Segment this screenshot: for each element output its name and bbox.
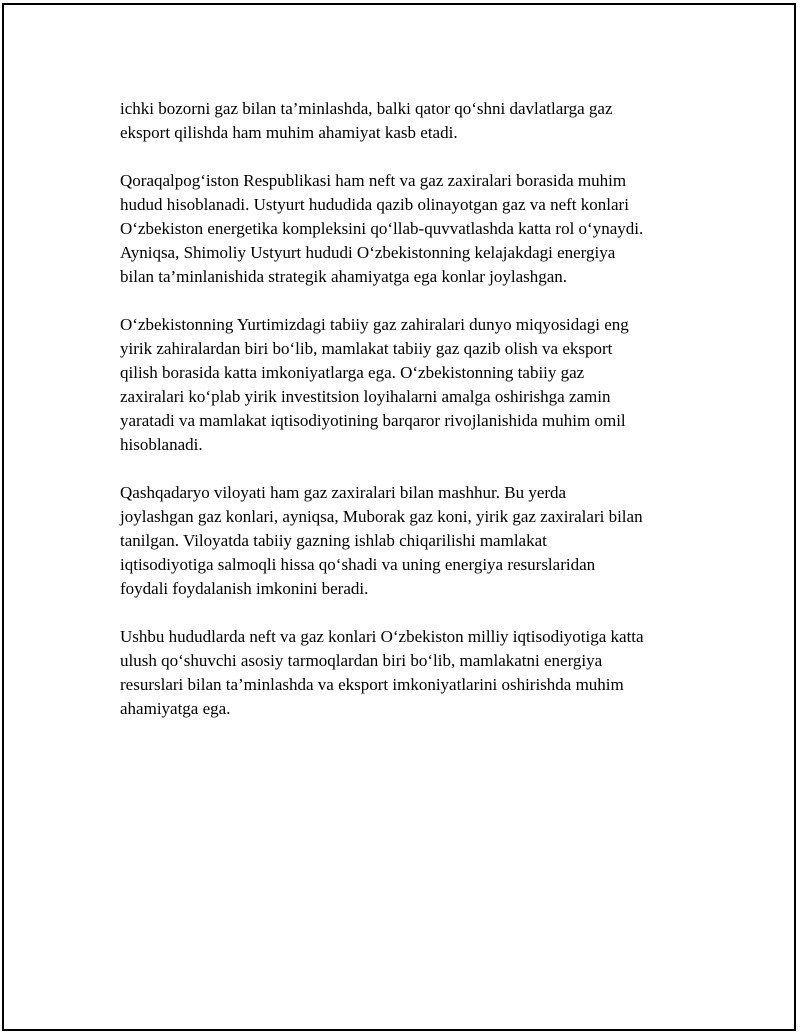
paragraph-natural-gas-reserves: O‘zbekistonning Yurtimizdagi tabiiy gaz zahiralari dunyo miqyosidagi eng yirik zahiralardan biri bo‘lib, mamlakat tabiiy gaz qazib olish va eksport qilish borasida katta imkoniyatlarga ega. O‘zbekistonning tabiiy gaz zaxiralari ko‘plab yirik investitsion loyihalarni amalga oshirishga zamin yaratadi va mamlakat iqtisodiyotining barqaror rivojlanishida muhim omil hisoblanadi. [120, 315, 629, 454]
paragraph-karakalpakstan: Qoraqalpog‘iston Respublikasi ham neft va gaz zaxiralari borasida muhim hudud hisoblanadi. Ustyurt hududida qazib olinayotgan gaz va neft konlari O‘zbekiston energetika kompleksini qo‘llab-quvvatlashda katta rol o‘ynaydi. Ayniqsa, Shimoliy Ustyurt hududi O‘zbekistonning kelajakdagi energiya bilan ta’minlanishida strategik ahamiyatga ega konlar joylashgan. [120, 171, 644, 286]
paragraph-conclusion: Ushbu hududlarda neft va gaz konlari O‘zbekiston milliy iqtisodiyotiga katta ulush qo‘shuvchi asosiy tarmoqlardan biri bo‘lib, mamlakatni energiya resurslari bilan ta’minlashda va eksport imkoniyatlarini oshirishda muhim ahamiyatga ega. [120, 627, 644, 718]
paragraph-gas-export: ichki bozorni gaz bilan ta’minlashda, balki qator qo‘shni davlatlarga gaz eksport qilishda ham muhim ahamiyat kasb etadi. [120, 99, 613, 142]
paragraph-kashkadarya: Qashqadaryo viloyati ham gaz zaxiralari bilan mashhur. Bu yerda joylashgan gaz konlari, ayniqsa, Muborak gaz koni, yirik gaz zaxiralari bilan tanilgan. Viloyatda tabiiy gazning ishlab chiqarilishi mamlakat iqtisodiyotiga salmoqli hissa qo‘shadi va uning energiya resurslaridan foydali foydalanish imkonini beradi. [120, 483, 643, 598]
document-page [2, 3, 796, 1031]
document-body [120, 97, 710, 745]
